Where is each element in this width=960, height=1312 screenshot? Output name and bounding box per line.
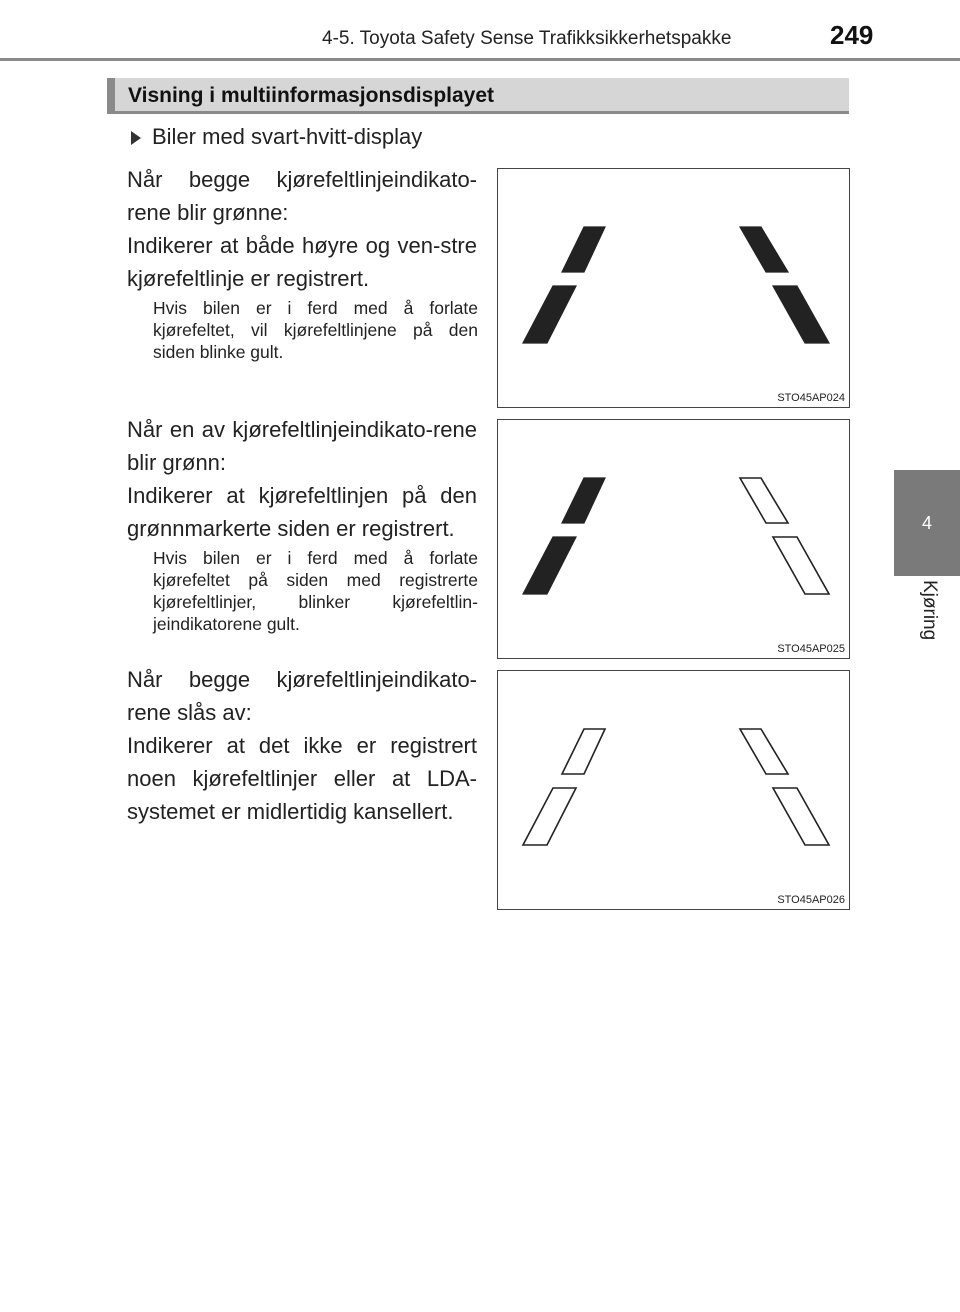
note-text-2: Hvis bilen er i ferd med å forlate kjørefeltet på siden med registrerte kjørefeltlinjer, blinker kjørefeltlin-jeindikatorene gult. <box>153 548 478 634</box>
chapter-label: Kjøring <box>919 580 940 641</box>
header-divider <box>0 58 960 61</box>
triangle-bullet-icon <box>131 131 141 145</box>
lane-lines-both-filled-icon <box>498 169 848 406</box>
chapter-tab <box>894 470 960 576</box>
right-lane-lines <box>740 227 829 343</box>
chapter-number: 4 <box>921 512 932 533</box>
figure-code-1: STO45AP024 <box>777 392 845 404</box>
note-text-1: Hvis bilen er i ferd med å forlate kjørefeltet, vil kjørefeltlinjene på den siden blinke gult. <box>153 298 478 362</box>
lane-indicator-figure-2 <box>497 419 850 659</box>
figure-code-3: STO45AP026 <box>777 894 845 906</box>
figure-code-2: STO45AP025 <box>777 643 845 655</box>
lane-lines-left-filled-icon <box>498 420 848 657</box>
right-lane-lines <box>740 478 829 594</box>
page-number: 249 <box>830 20 874 50</box>
right-lane-lines <box>740 729 829 845</box>
section-title: Visning i multiinformasjonsdisplayet <box>128 84 495 107</box>
meaning-text-3: Indikerer at det ikke er registrert noen kjørefeltlinjer eller at LDA-systemet er midlertidig kansellert. <box>127 733 477 824</box>
chapter-tab-label <box>894 580 960 660</box>
bullet-item <box>131 124 491 150</box>
left-lane-lines <box>523 478 605 594</box>
lane-lines-outline-icon <box>498 671 848 908</box>
chapter-title: 4-5. Toyota Safety Sense Trafikksikkerhetspakke <box>322 28 732 49</box>
section-heading <box>107 78 849 114</box>
lane-indicator-figure-1 <box>497 168 850 408</box>
meaning-text-1: Indikerer at både høyre og ven-stre kjørefeltlinje er registrert. <box>127 233 477 291</box>
left-lane-lines <box>523 729 605 845</box>
condition-text-2: Når en av kjørefeltlinjeindikato-rene blir grønn: <box>127 417 477 475</box>
lane-indicator-figure-3 <box>497 670 850 910</box>
meaning-text-2: Indikerer at kjørefeltlinjen på den grønnmarkerte siden er registrert. <box>127 483 477 541</box>
condition-text-1: Når begge kjørefeltlinjeindikato-rene blir grønne: <box>127 167 477 225</box>
left-lane-lines <box>523 227 605 343</box>
condition-text-3: Når begge kjørefeltlinjeindikato-rene slås av: <box>127 667 477 725</box>
bullet-text: Biler med svart-hvitt-display <box>152 124 423 149</box>
